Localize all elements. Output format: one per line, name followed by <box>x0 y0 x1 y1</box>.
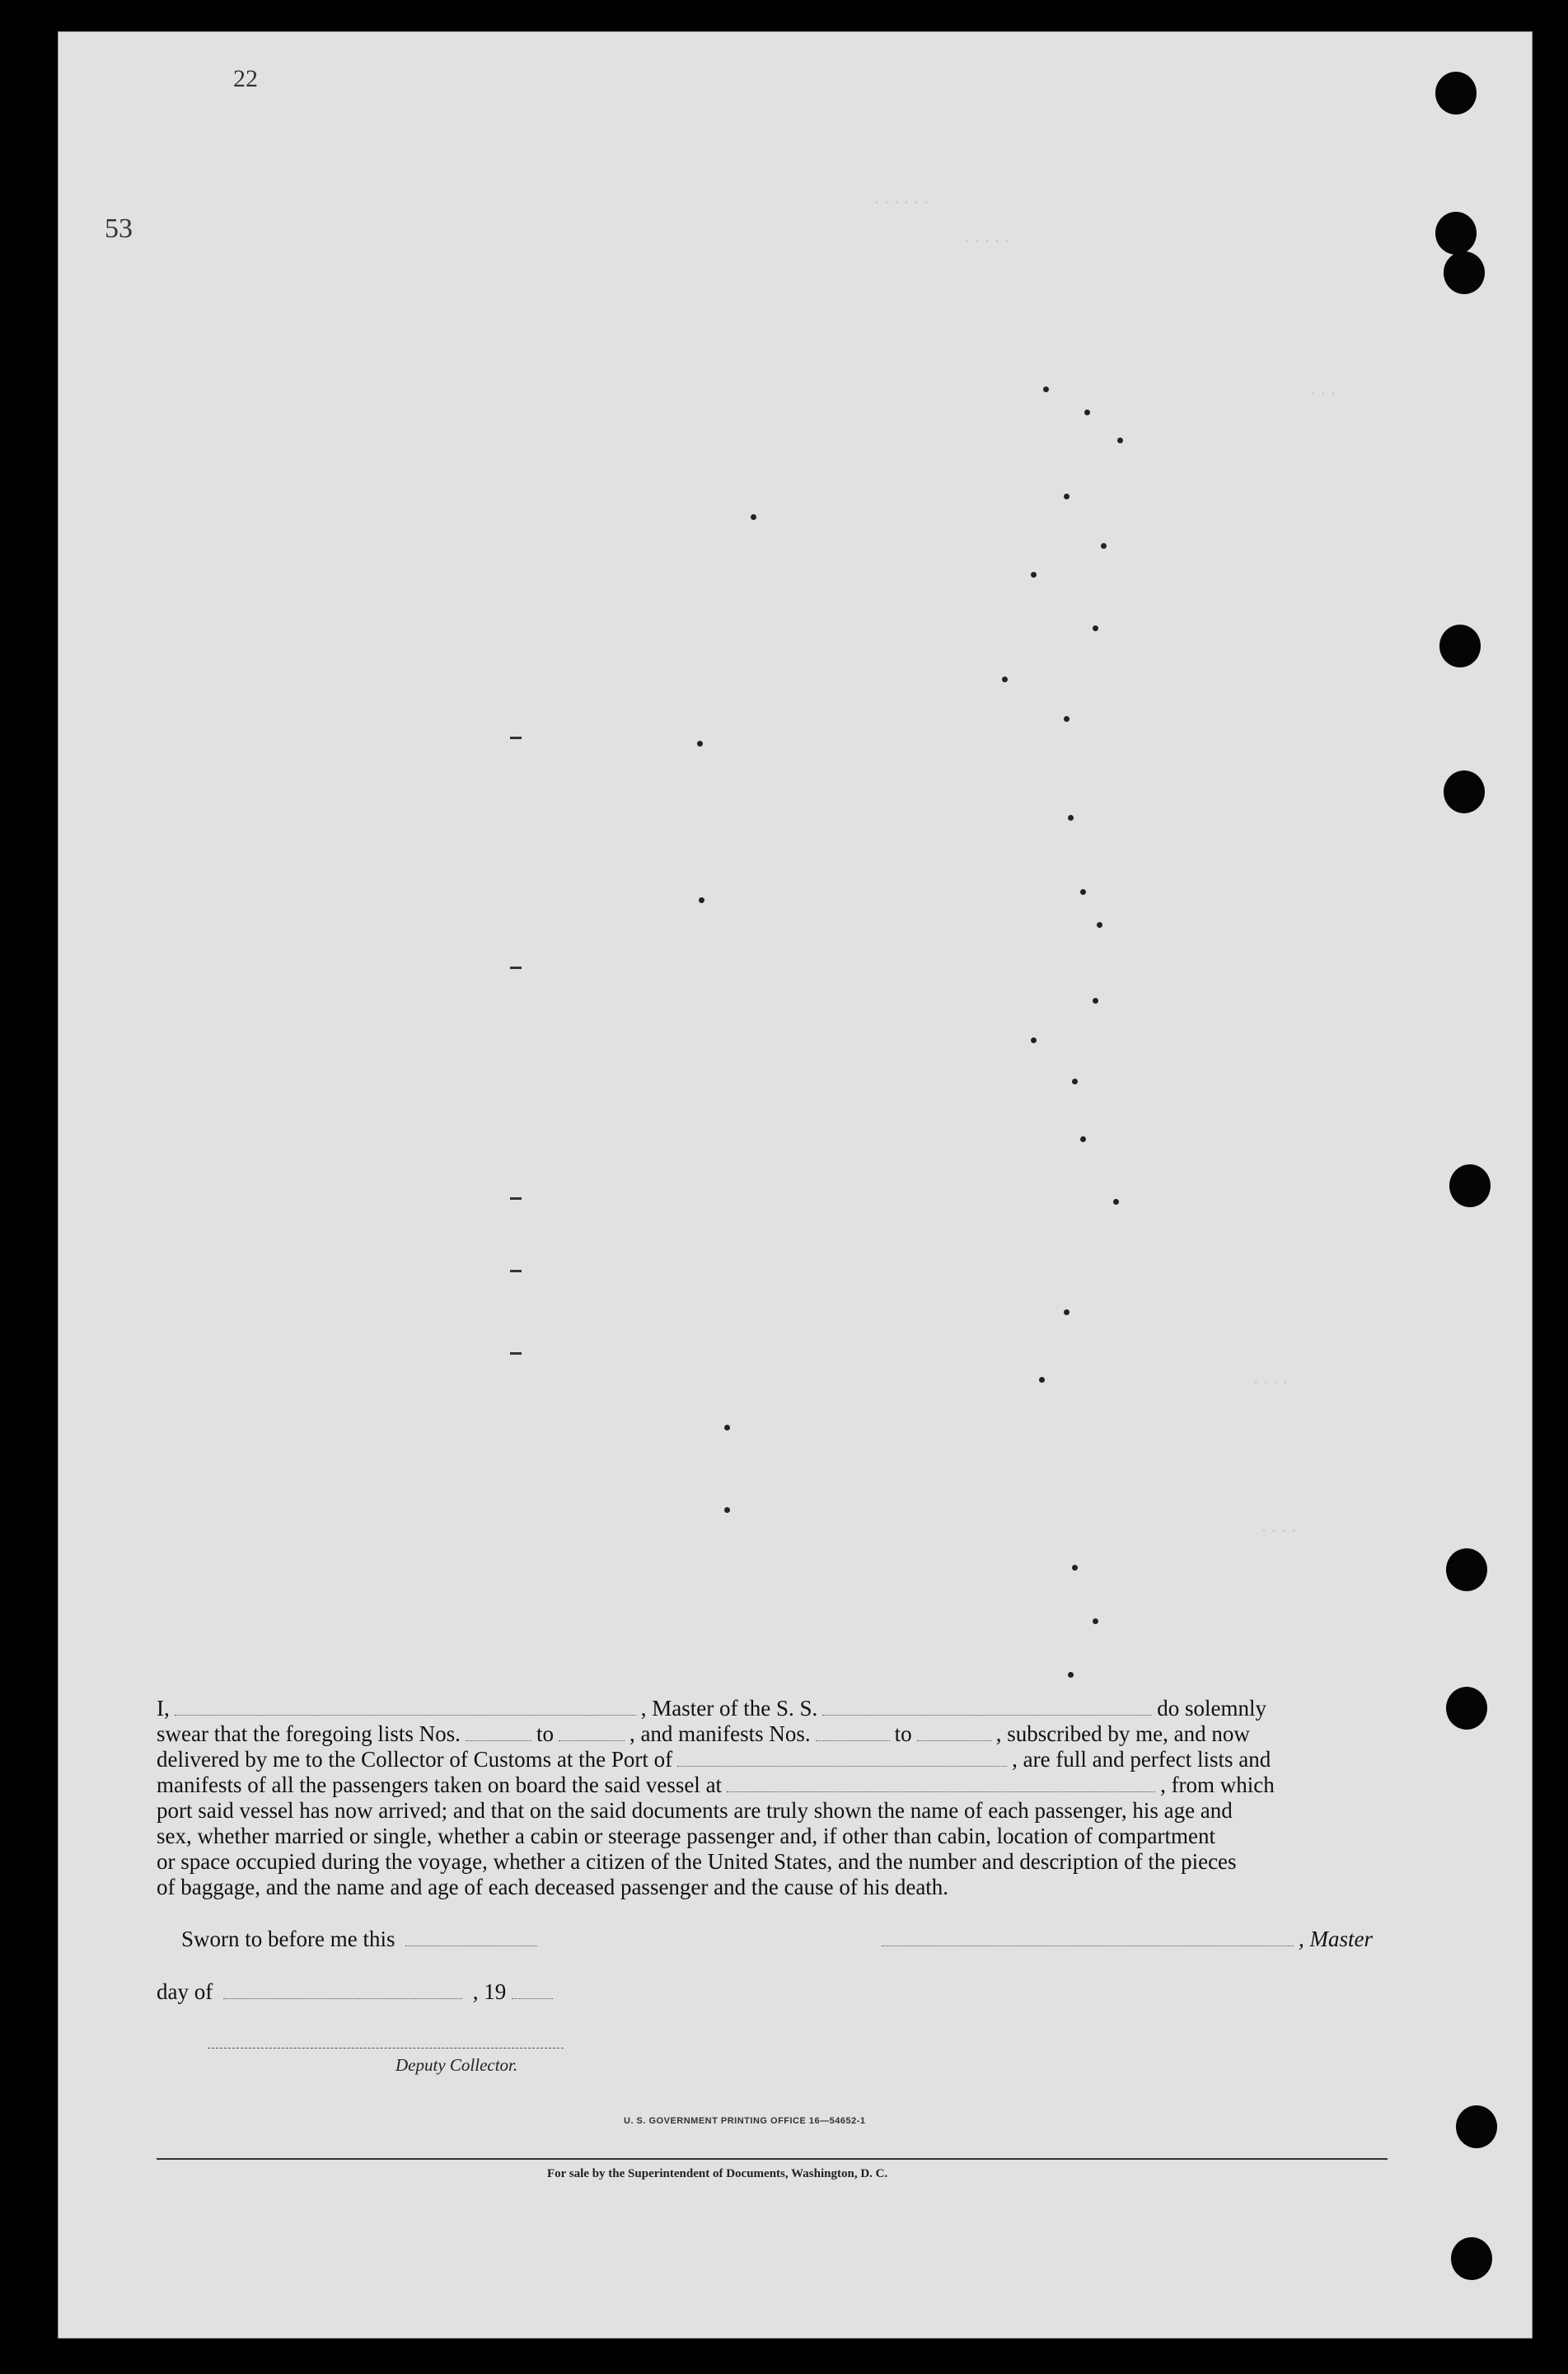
ink-dash <box>510 967 522 969</box>
deputy-signature-line <box>208 2048 564 2049</box>
oath-text-segment: swear that the foregoing lists Nos. <box>157 1721 461 1746</box>
punch-hole <box>1439 625 1481 667</box>
master-signature-line <box>877 1927 1373 1952</box>
punch-hole <box>1444 251 1485 294</box>
oath-text-segment: manifests of all the passengers taken on board the said vessel at <box>157 1772 723 1797</box>
punch-hole <box>1451 2237 1492 2280</box>
year-label: , 19 <box>472 1979 507 2004</box>
ink-mark <box>1064 716 1070 722</box>
page-number-left: 53 <box>105 213 133 244</box>
year-blank <box>512 1997 553 1999</box>
oath-text-segment: delivered by me to the Collector of Customs at the Port of <box>157 1747 673 1772</box>
sworn-line <box>181 1927 542 1952</box>
ink-mark <box>1084 410 1090 415</box>
ink-mark <box>724 1425 730 1430</box>
ink-mark <box>697 741 703 747</box>
oath-text <box>157 1696 1388 1900</box>
bleed-through-text: . . . <box>1311 378 1336 400</box>
oath-text-segment: , from which <box>1160 1772 1275 1797</box>
departure-port-blank <box>727 1791 1155 1792</box>
ink-mark <box>1031 572 1037 578</box>
ink-mark <box>1043 386 1049 392</box>
oath-text-segment: to <box>894 1721 912 1746</box>
ink-mark <box>1080 889 1086 895</box>
ink-mark <box>1072 1079 1078 1084</box>
ink-mark <box>1068 815 1074 821</box>
ink-dash <box>510 737 522 739</box>
ink-mark <box>699 897 704 903</box>
ink-dash <box>510 1352 522 1355</box>
ink-mark <box>1072 1565 1078 1571</box>
oath-line <box>157 1721 1388 1747</box>
ink-dash <box>510 1197 522 1200</box>
month-blank <box>223 1997 462 1999</box>
oath-line: sex, whether married or single, whether a cabin or steerage passenger and, if other than cabin, location of compartment <box>157 1824 1216 1848</box>
deputy-collector-label: Deputy Collector. <box>396 2055 518 2075</box>
ink-mark <box>1117 438 1123 443</box>
punch-hole <box>1449 1164 1491 1207</box>
oath-text-segment: to <box>536 1721 554 1746</box>
oath-line <box>157 1772 1388 1798</box>
oath-line: port said vessel has now arrived; and that on the said documents are truly shown the name of each passenger, his age and <box>157 1798 1233 1823</box>
bleed-through-text: . . . . <box>1253 1367 1288 1388</box>
ink-mark <box>1002 677 1008 682</box>
footer-rule <box>157 2158 1388 2160</box>
page-number-top: 22 <box>233 65 258 92</box>
ink-mark <box>724 1507 730 1513</box>
ink-mark <box>1097 922 1102 928</box>
oath-text-segment: I, <box>157 1696 170 1721</box>
ink-mark <box>1039 1377 1045 1383</box>
oath-line: of baggage, and the name and age of each deceased passenger and the cause of his death. <box>157 1875 949 1899</box>
ink-mark <box>1093 1618 1098 1624</box>
bleed-through-text: . . . . <box>1261 1515 1296 1537</box>
ink-mark <box>1064 1309 1070 1315</box>
ink-mark <box>751 514 756 520</box>
oath-text-segment: , subscribed by me, and now <box>995 1721 1250 1746</box>
ink-mark <box>1064 494 1070 499</box>
master-label: , Master <box>1299 1927 1373 1951</box>
manifest-to-blank <box>917 1740 991 1741</box>
ink-dash <box>510 1270 522 1272</box>
oath-line: or space occupied during the voyage, whether a citizen of the United States, and the number and description of the pieces <box>157 1849 1237 1874</box>
oath-text-segment: , are full and perfect lists and <box>1012 1747 1271 1772</box>
sale-notice: For sale by the Superintendent of Documents, Washington, D. C. <box>547 2167 888 2180</box>
ink-mark <box>1093 625 1098 631</box>
ink-mark <box>1113 1199 1119 1205</box>
port-blank <box>677 1765 1007 1767</box>
punch-hole <box>1435 72 1477 115</box>
ink-mark <box>1093 998 1098 1004</box>
day-of-label: day of <box>157 1979 213 2004</box>
list-to-blank <box>559 1740 625 1741</box>
manifest-from-blank <box>816 1740 890 1741</box>
ink-mark <box>1080 1136 1086 1142</box>
day-of-line <box>157 1979 558 2005</box>
name-blank <box>175 1714 636 1716</box>
oath-text-segment: , and manifests Nos. <box>629 1721 811 1746</box>
punch-hole <box>1446 1687 1487 1730</box>
ink-mark <box>1068 1672 1074 1678</box>
list-from-blank <box>466 1740 531 1741</box>
sworn-date-blank <box>405 1945 537 1946</box>
punch-hole <box>1444 770 1485 813</box>
ink-mark <box>1031 1037 1037 1043</box>
master-signature-blank <box>882 1945 1294 1946</box>
punch-hole <box>1435 212 1477 255</box>
printing-office-imprint: U. S. GOVERNMENT PRINTING OFFICE 16—54652-1 <box>624 2116 866 2126</box>
oath-text-segment: do solemnly <box>1157 1696 1266 1721</box>
vessel-blank <box>822 1714 1152 1716</box>
bleed-through-text: . . . . . . <box>874 187 929 208</box>
punch-hole <box>1456 2105 1497 2148</box>
oath-line <box>157 1747 1388 1772</box>
punch-hole <box>1446 1548 1487 1591</box>
oath-text-segment: , Master of the S. S. <box>640 1696 818 1721</box>
ink-mark <box>1101 543 1107 549</box>
bleed-through-text: . . . . . <box>965 226 1009 247</box>
oath-line <box>157 1696 1388 1721</box>
sworn-label: Sworn to before me this <box>181 1927 396 1951</box>
